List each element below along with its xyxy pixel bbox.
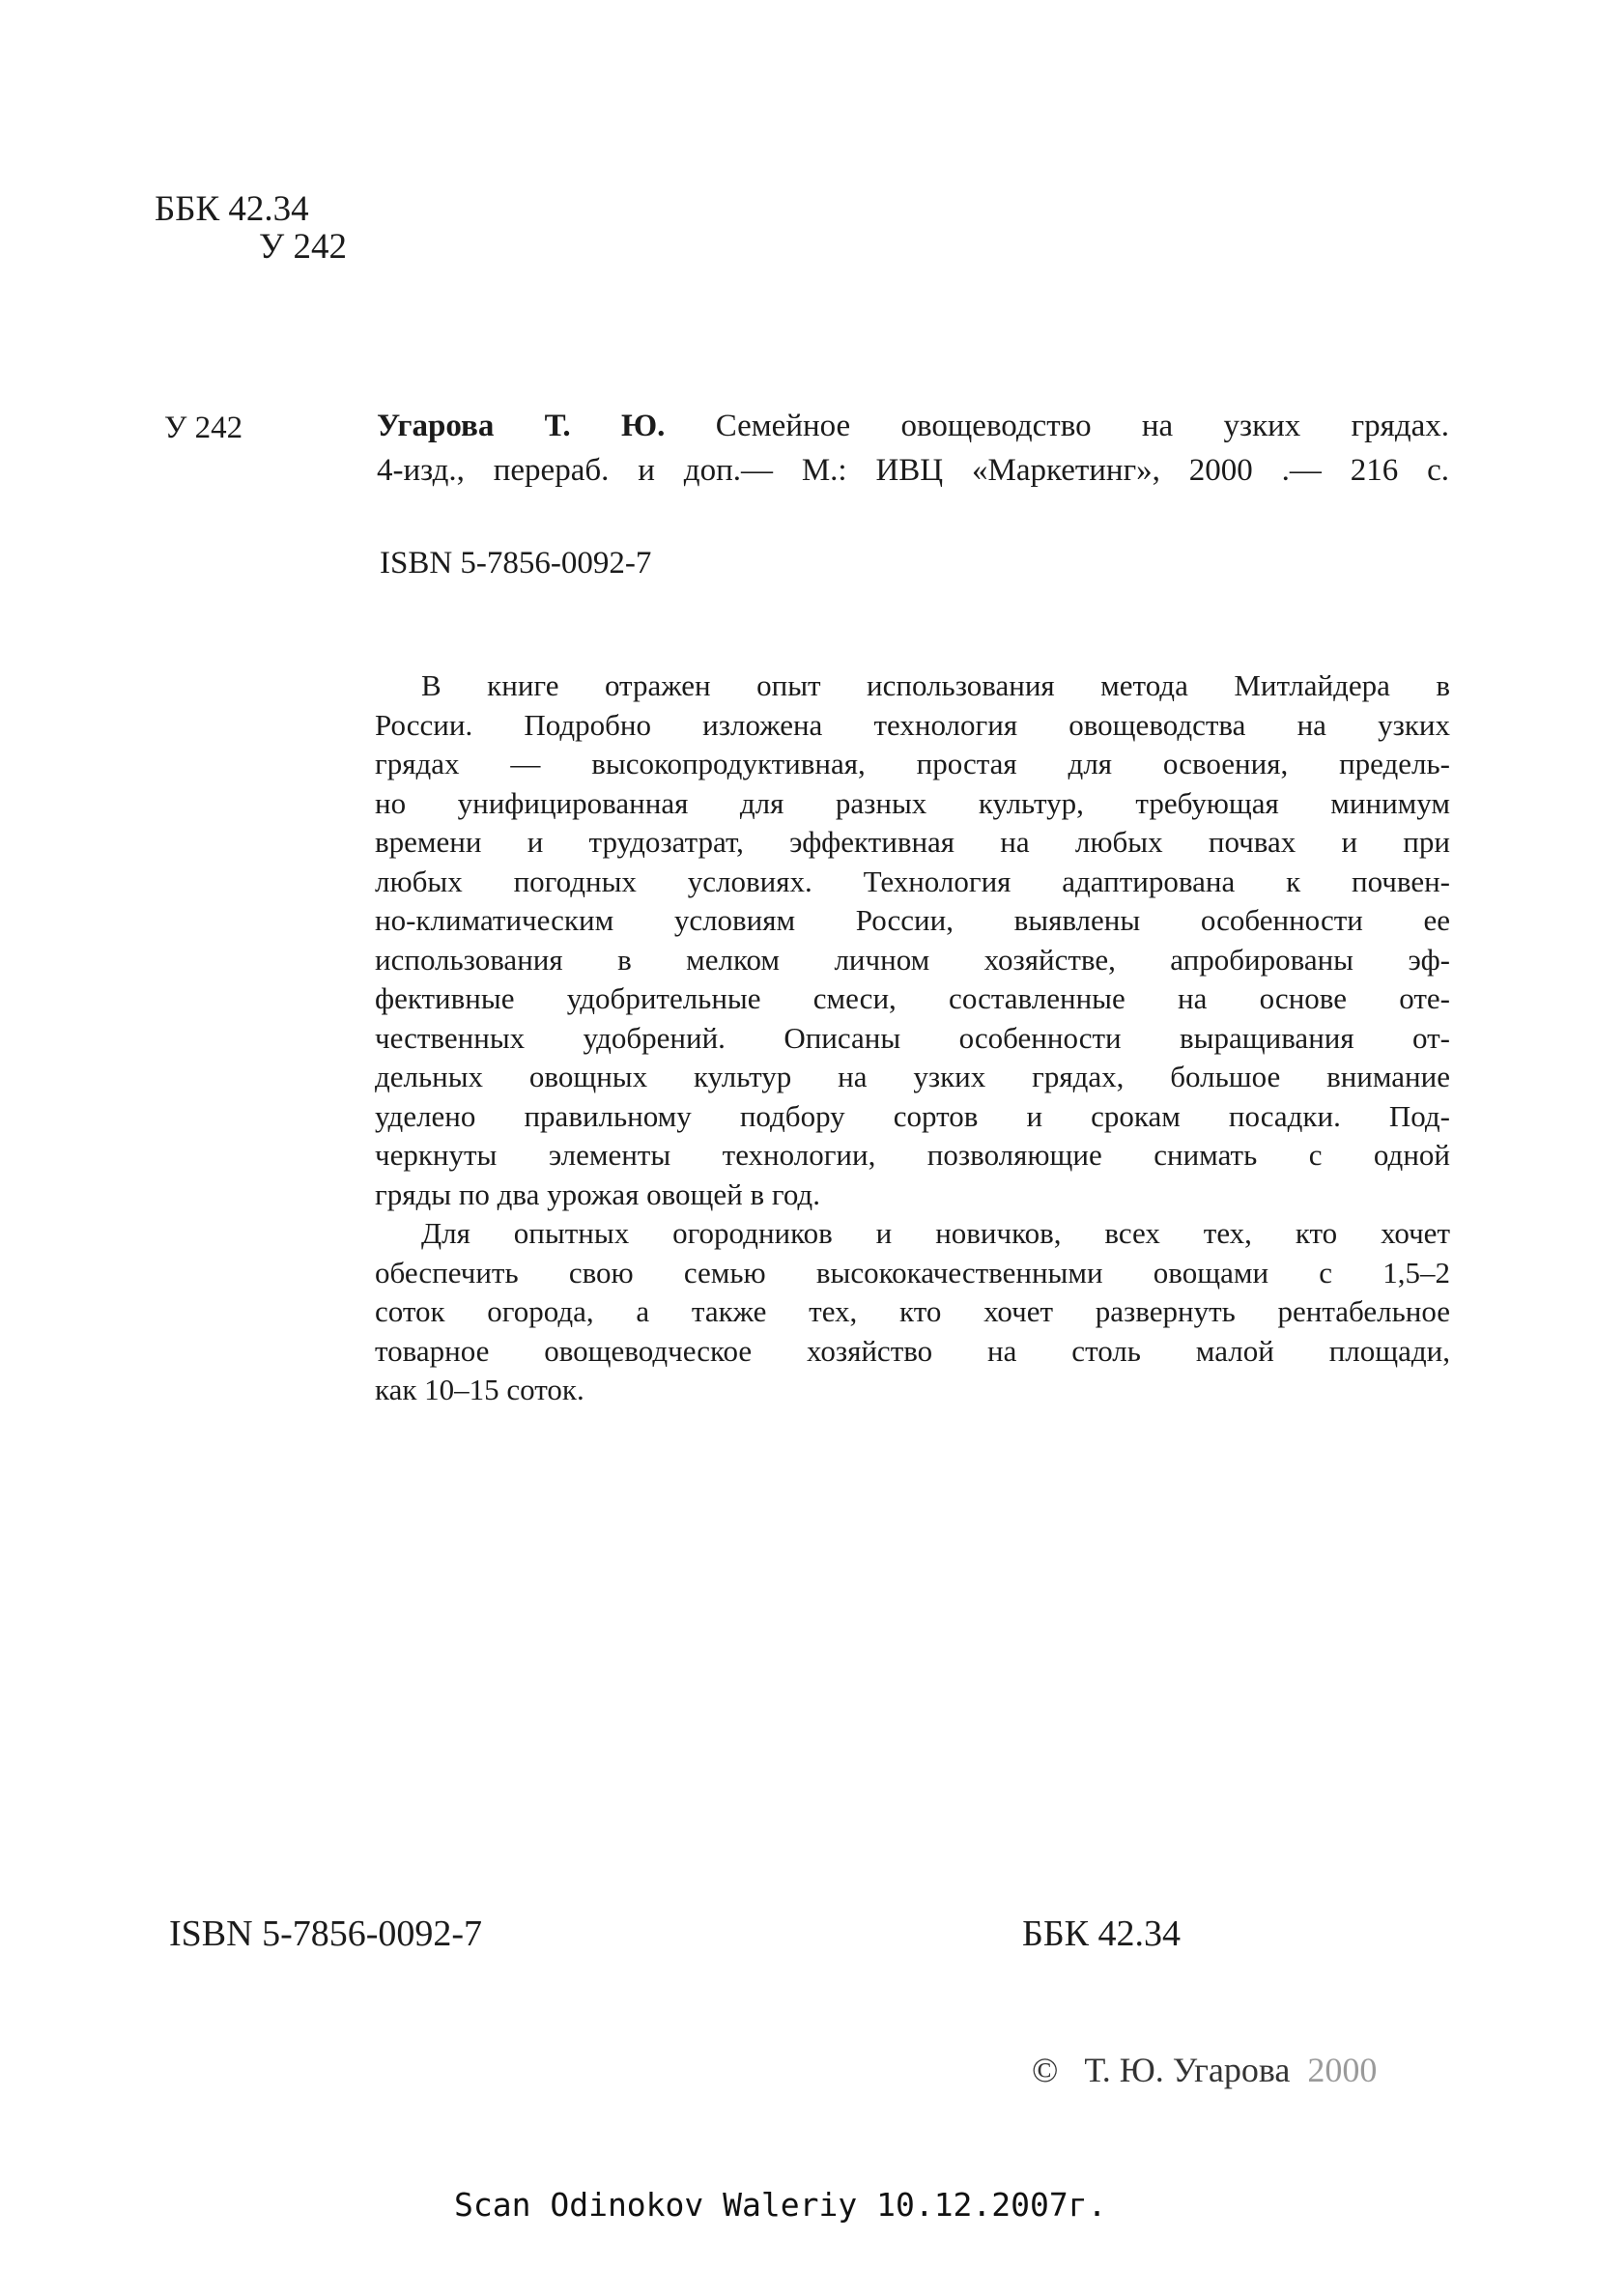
abstract-line: обеспечить свою семью высококачественными овощами с 1,5–2 [375, 1255, 1450, 1290]
abstract-line: фективные удобрительные смеси, составленные на основе оте- [375, 981, 1450, 1015]
abstract-line: но унифицированная для разных культур, требующая минимум [375, 785, 1450, 820]
book-title: Семейное овощеводство на узких грядах. [715, 409, 1450, 443]
abstract [375, 666, 1450, 1410]
abstract-line: Для опытных огородников и новичков, всех тех, кто хочет [421, 1216, 1450, 1250]
edition-line: 4-изд., перераб. и доп.— М.: ИВЦ «Маркетинг», 2000 .— 216 с. [377, 453, 1449, 488]
bbk-header [155, 191, 347, 267]
abstract-line: уделено правильному подбору сортов и срокам посадки. Под- [375, 1098, 1450, 1133]
isbn-footer: ISBN 5-7856-0092-7 [169, 1913, 483, 1954]
abstract-line: времени и трудозатрат, эффективная на любых почвах и при [375, 825, 1450, 859]
bbk-footer: ББК 42.34 [1022, 1913, 1181, 1954]
abstract-line: но-климатическим условиям России, выявлены особенности ее [375, 903, 1450, 937]
abstract-line: соток огорода, а также тех, кто хочет развернуть рентабельное [375, 1294, 1450, 1328]
author-sign-header: У 242 [259, 226, 347, 267]
abstract-line: как 10–15 соток. [375, 1373, 584, 1406]
abstract-line: В книге отражен опыт использования метода Митлайдера в [421, 668, 1450, 702]
abstract-line: черкнуты элементы технологии, позволяющие снимать с одной [375, 1138, 1450, 1172]
scan-note: Scan Odinokov Waleriy 10.12.2007г. [454, 2186, 1107, 2224]
abstract-line: чественных удобрений. Описаны особенности выращивания от- [375, 1020, 1450, 1055]
author-sign: У 242 [164, 411, 243, 445]
title-line [377, 404, 1449, 448]
copyright-line [1032, 2050, 1377, 2090]
abstract-paragraph-2 [375, 1214, 1450, 1410]
copyright-icon: © [1032, 2051, 1059, 2089]
abstract-line: гряды по два урожая овощей в год. [375, 1176, 820, 1211]
abstract-line: России. Подробно изложена технология овощеводства на узких [375, 707, 1450, 742]
abstract-line: использования в мелком личном хозяйстве, апробированы эф- [375, 942, 1450, 977]
copyright-year: 2000 [1307, 2051, 1378, 2089]
bibliographic-entry [377, 404, 1449, 493]
author-name: Угарова Т. Ю. [377, 409, 666, 443]
isbn-entry: ISBN 5-7856-0092-7 [380, 546, 652, 581]
bbk-code: ББК 42.34 [155, 189, 309, 229]
copyright-holder: Т. Ю. Угарова [1084, 2051, 1291, 2089]
abstract-line: грядах — высокопродуктивная, простая для освоения, предель- [375, 747, 1450, 780]
abstract-paragraph-1 [375, 666, 1450, 1214]
abstract-line: любых погодных условиях. Технология адаптирована к почвен- [375, 864, 1450, 898]
abstract-line: товарное овощеводческое хозяйство на столь малой площади, [375, 1333, 1450, 1368]
abstract-line: дельных овощных культур на узких грядах, большое внимание [375, 1060, 1450, 1093]
